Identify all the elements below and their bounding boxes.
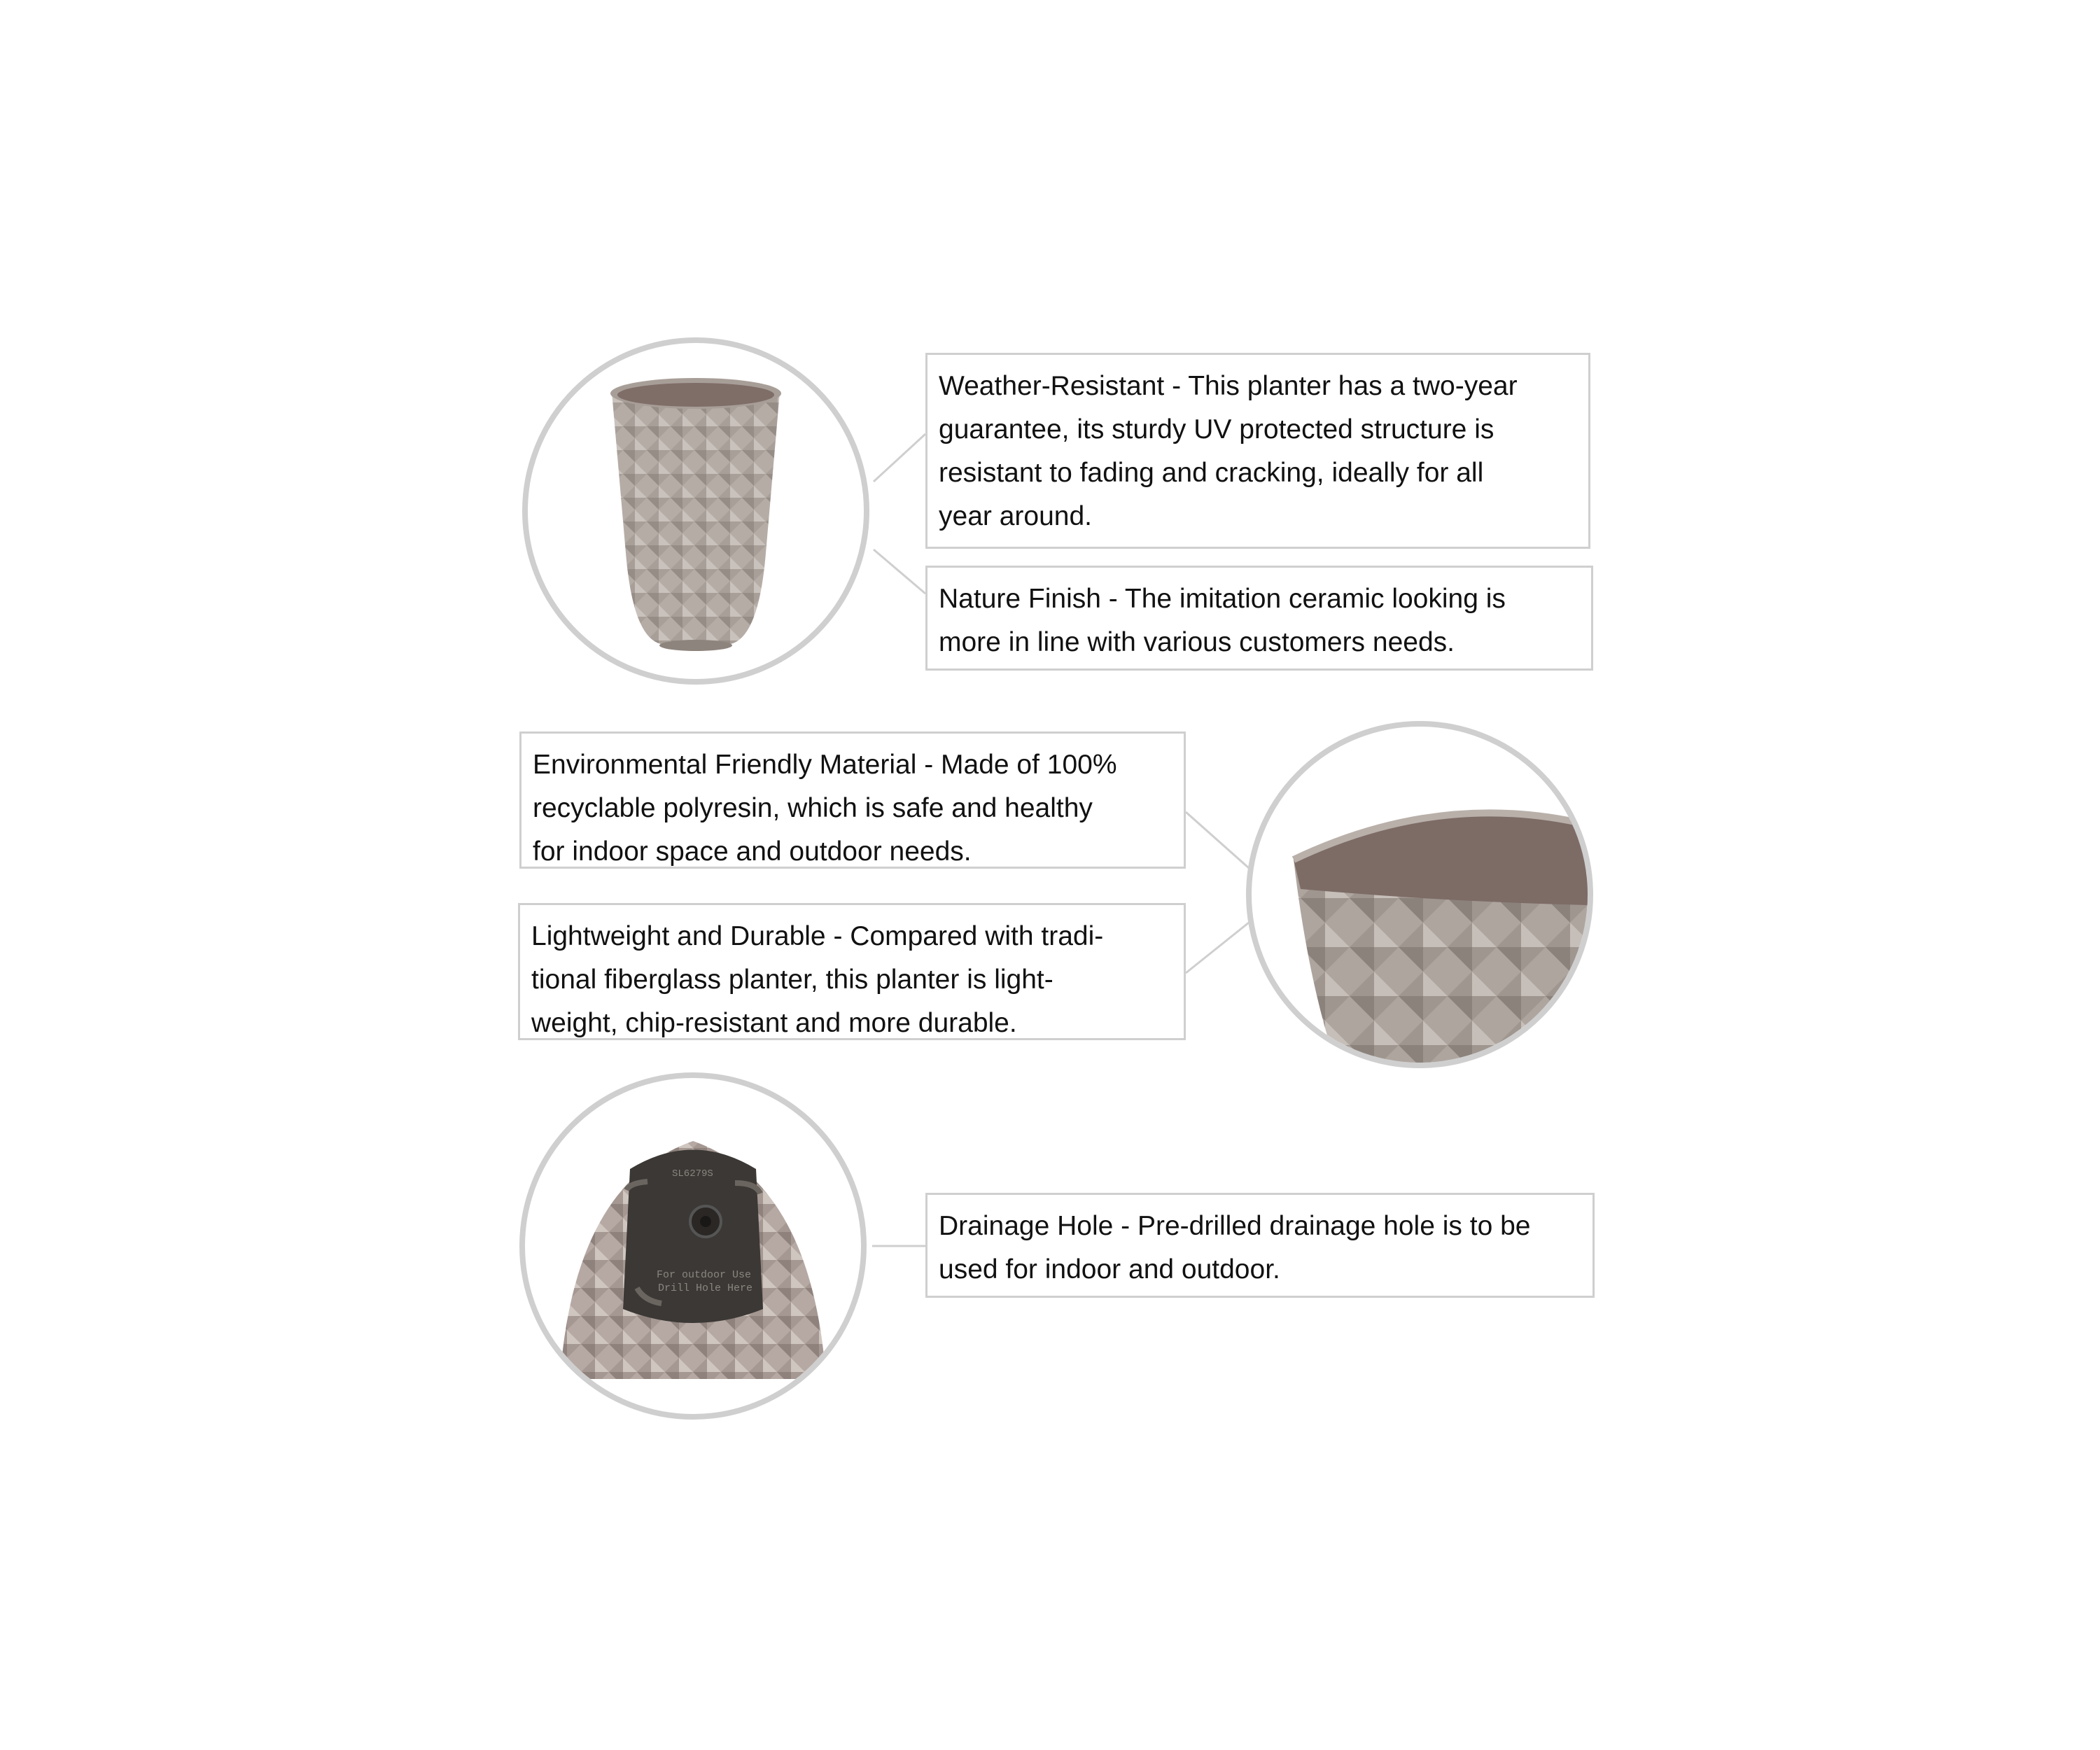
feature-line: weight, chip-resistant and more durable. xyxy=(531,1008,1017,1038)
feature-weather-resistant xyxy=(925,353,1590,549)
feature-line: Lightweight and Durable - Compared with tradi- xyxy=(531,921,1104,951)
feature-line: for indoor space and outdoor needs. xyxy=(533,836,972,867)
connector-lightweight-durable xyxy=(1186,923,1249,973)
feature-line: more in line with various customers needs. xyxy=(939,627,1455,657)
feature-line: recyclable polyresin, which is safe and healthy xyxy=(533,793,1093,823)
base-imprint-line1: For outdoor Use xyxy=(657,1269,752,1281)
planter-full-view-image xyxy=(522,337,869,685)
base-imprint-line2: Drill Hole Here xyxy=(658,1282,753,1294)
tall-planter-illustration xyxy=(528,343,864,679)
feature-line: resistant to fading and cracking, ideally for all xyxy=(939,458,1484,488)
base-model-code: SL6279S xyxy=(672,1168,713,1180)
feature-line: Drainage Hole - Pre-drilled drainage hole is to be xyxy=(939,1211,1531,1241)
connector-weather-resistant xyxy=(874,434,925,482)
feature-line: used for indoor and outdoor. xyxy=(939,1254,1280,1284)
feature-lightweight-durable xyxy=(518,903,1186,1040)
feature-line: Nature Finish - The imitation ceramic looking is xyxy=(939,584,1506,614)
feature-line: year around. xyxy=(939,501,1092,531)
planter-base-drainage-image xyxy=(519,1072,867,1420)
rim-closeup-illustration xyxy=(1252,727,1588,1063)
base-drainage-illustration xyxy=(525,1078,861,1414)
connector-environmental-friendly xyxy=(1186,812,1249,868)
feature-nature-finish xyxy=(925,566,1593,671)
feature-environmental-friendly xyxy=(519,732,1186,869)
feature-line: Weather-Resistant - This planter has a two-year xyxy=(939,371,1518,401)
planter-rim-closeup-image xyxy=(1246,721,1593,1068)
connector-nature-finish xyxy=(874,550,925,594)
feature-drainage-hole xyxy=(925,1193,1595,1298)
feature-line: Environmental Friendly Material - Made of 100% xyxy=(533,750,1117,780)
feature-line: tional fiberglass planter, this planter is light- xyxy=(531,965,1054,995)
feature-line: guarantee, its sturdy UV protected structure is xyxy=(939,414,1494,444)
